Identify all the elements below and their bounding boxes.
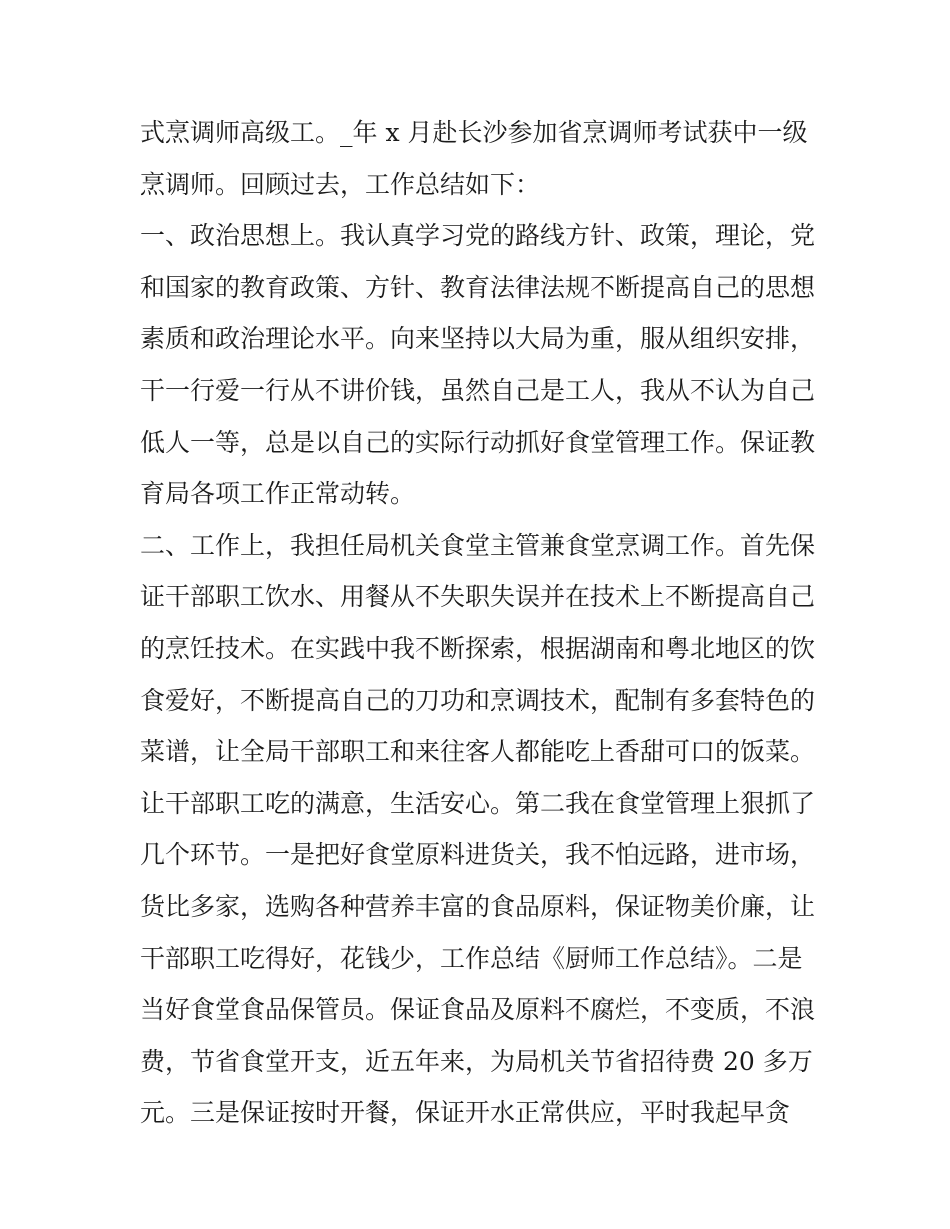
text-line-15: 几个环节。一是把好食堂原料进货关，我不怕远路，进市场，	[140, 840, 816, 870]
text-line-3: 一、政治思想上。我认真学习党的路线方针、政策，理论，党	[140, 221, 816, 251]
document-body	[140, 107, 820, 1139]
text-line-7: 低人一等，总是以自己的实际行动抓好食堂管理工作。保证教	[140, 427, 816, 457]
text-line-12: 食爱好，不断提高自己的刀功和烹调技术，配制有多套特色的	[140, 685, 816, 715]
text-line-20: 元。三是保证按时开餐，保证开水正常供应，平时我起早贪	[140, 1098, 791, 1128]
text-line-2: 烹调师。回顾过去，工作总结如下：	[140, 169, 541, 199]
text-line-5: 素质和政治理论水平。向来坚持以大局为重，服从组织安排，	[140, 324, 816, 354]
text-line-6: 干一行爱一行从不讲价钱，虽然自己是工人，我从不认为自己	[140, 375, 816, 405]
text-line-17: 干部职工吃得好，花钱少，工作总结《厨师工作总结》。二是	[140, 943, 803, 973]
text-line-4: 和国家的教育政策、方针、教育法律法规不断提高自己的思想	[140, 272, 816, 302]
text-line-16: 货比多家，选购各种营养丰富的食品原料，保证物美价廉，让	[140, 891, 816, 921]
text-line-14: 让干部职工吃的满意，生活安心。第二我在食堂管理上狠抓了	[140, 788, 816, 818]
text-line-10: 证干部职工饮水、用餐从不失职失误并在技术上不断提高自己	[140, 582, 816, 612]
text-line-13: 菜谱，让全局干部职工和来往客人都能吃上香甜可口的饭菜。	[140, 737, 816, 767]
text-line-11: 的烹饪技术。在实践中我不断探索，根据湖南和粤北地区的饮	[140, 633, 816, 663]
text-line-19: 费，节省食堂开支，近五年来，为局机关节省招待费 20 多万	[140, 1046, 813, 1076]
text-line-18: 当好食堂食品保管员。保证食品及原料不腐烂，不变质，不浪	[140, 995, 816, 1025]
text-line-9: 二、工作上，我担任局机关食堂主管兼食堂烹调工作。首先保	[140, 530, 816, 560]
text-line-1: 式烹调师高级工。_年 x 月赴长沙参加省烹调师考试获中一级	[140, 118, 808, 147]
text-line-8: 育局各项工作正常动转。	[140, 479, 416, 509]
